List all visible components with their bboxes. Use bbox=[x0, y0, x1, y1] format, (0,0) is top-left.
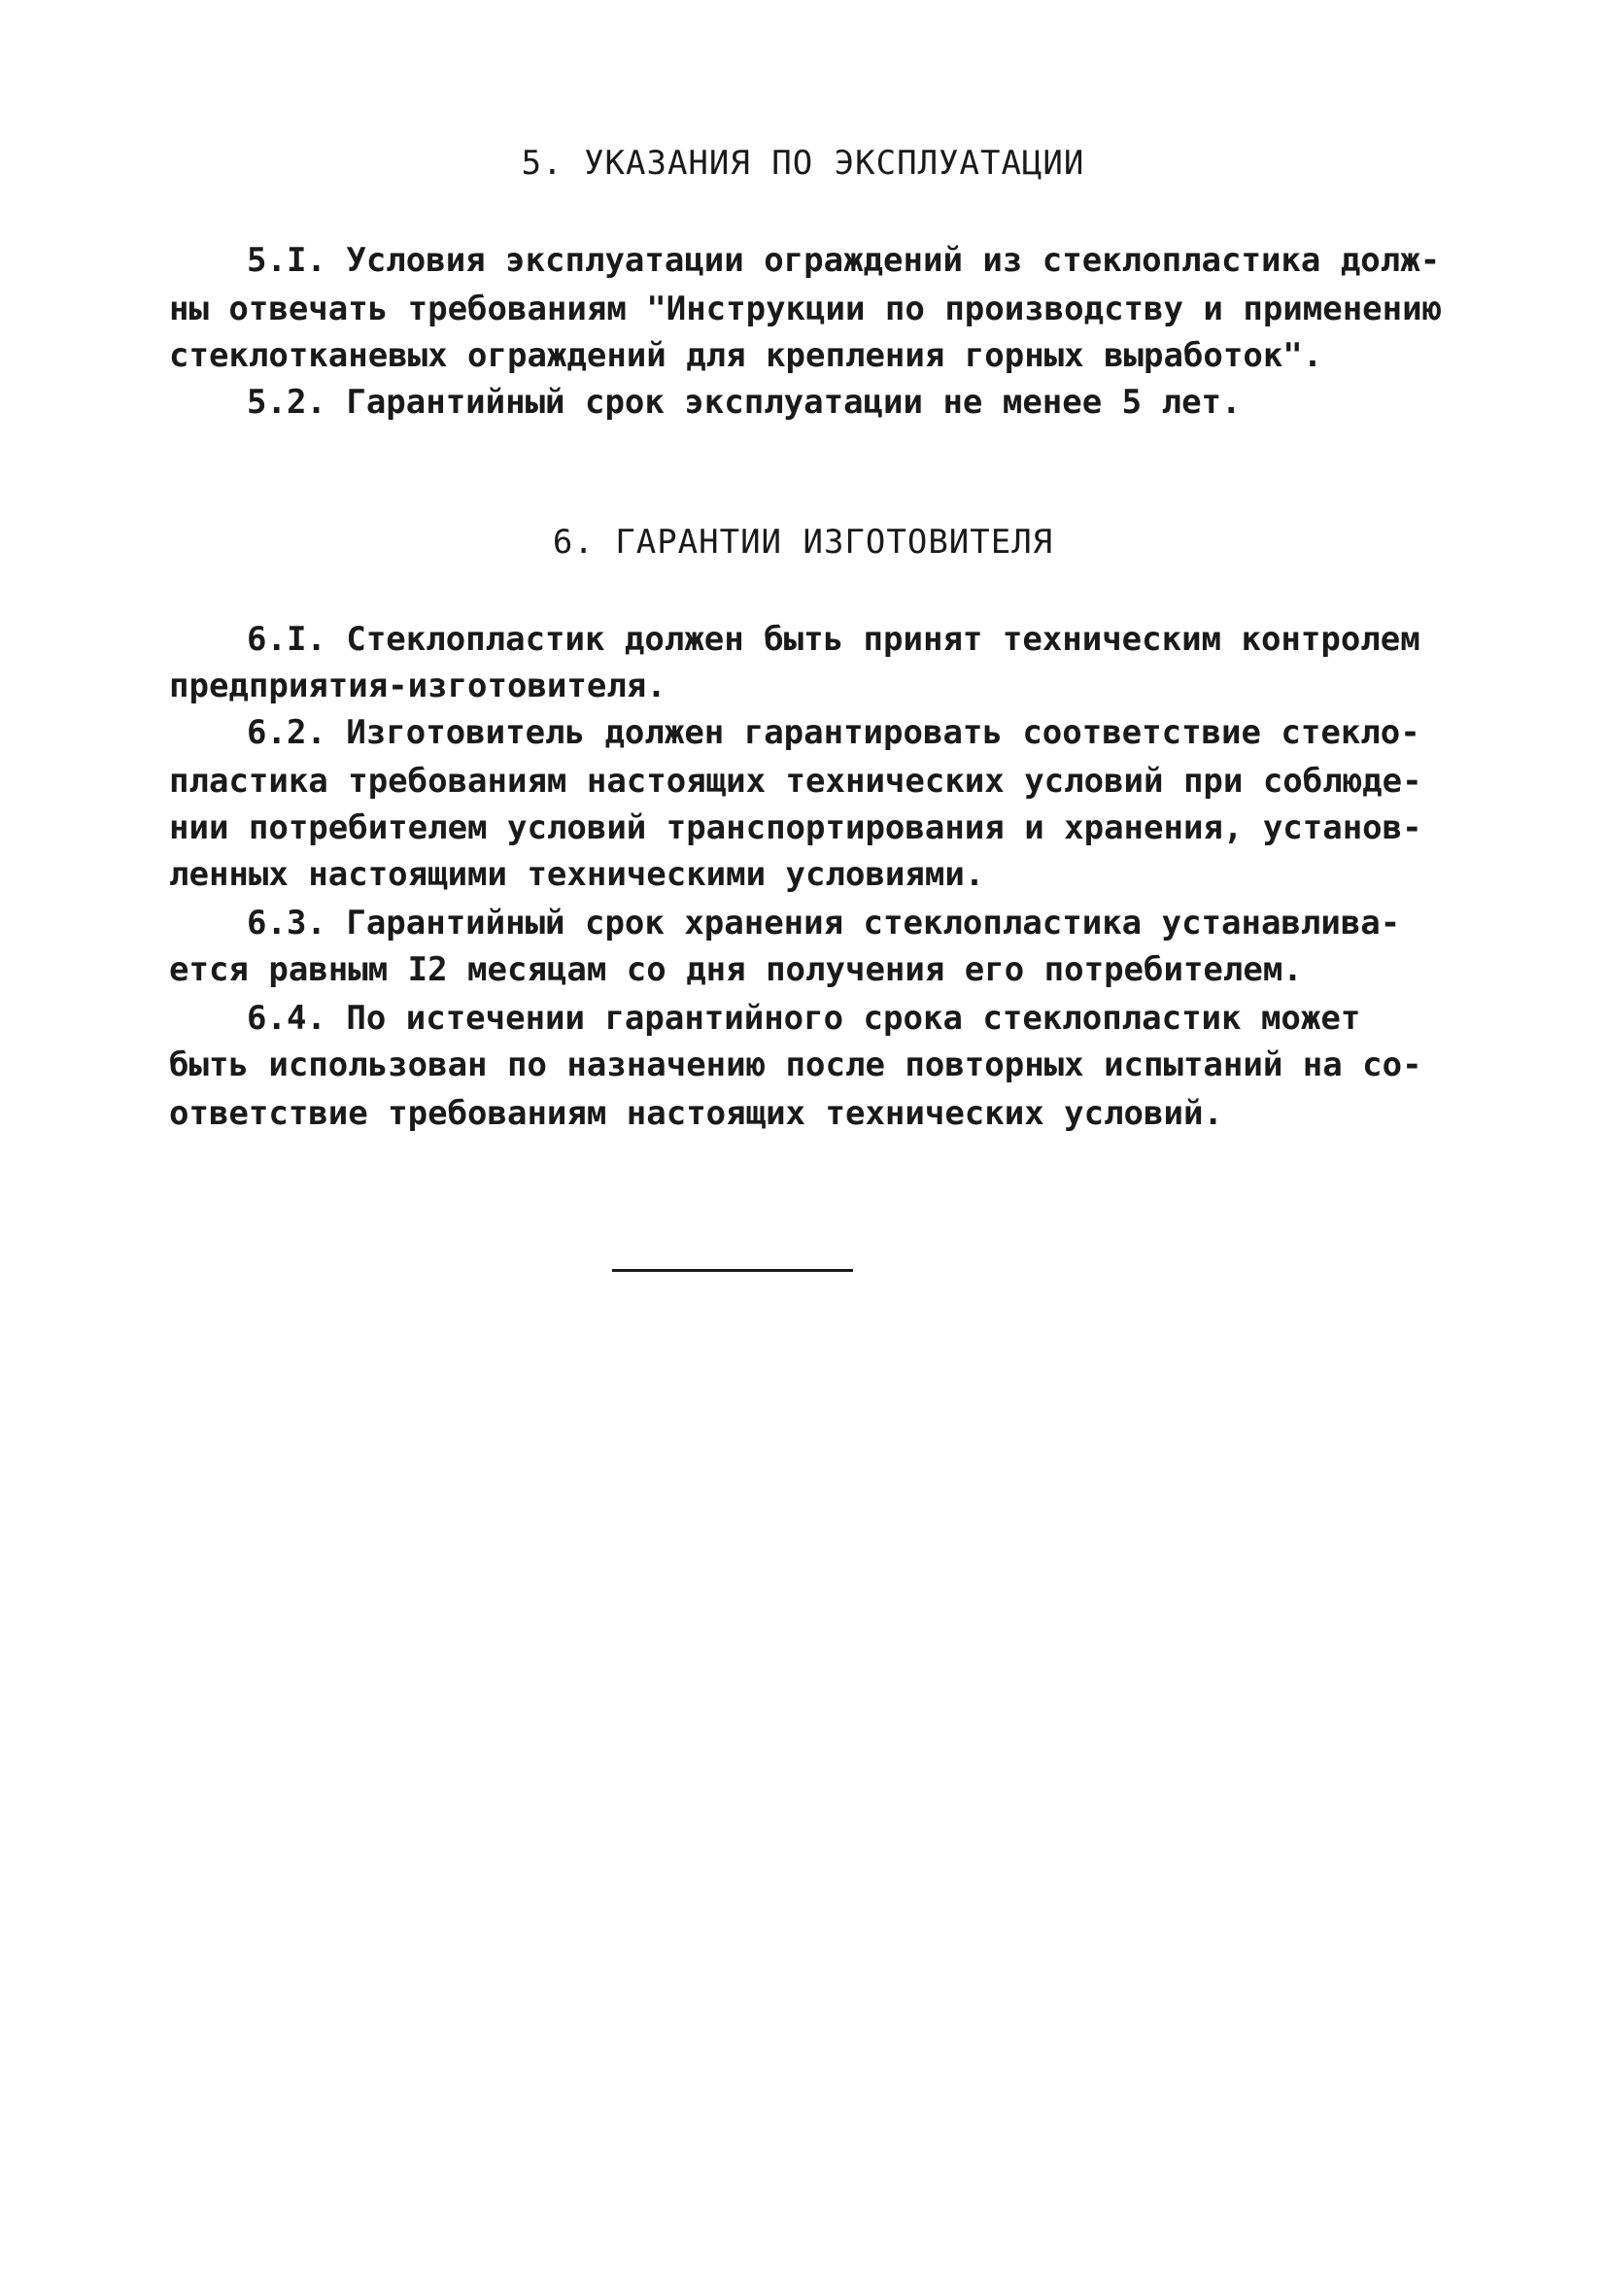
section-5-1-line-1: 5.I. Условия эксплуатации ограждений из стеклопластика долж- bbox=[247, 241, 1441, 280]
section-6-heading: 6. ГАРАНТИИ ИЗГОТОВИТЕЛЯ bbox=[552, 523, 1054, 562]
section-6-4-line-1: 6.4. По истечении гарантийного срока стеклопластик может bbox=[247, 999, 1361, 1038]
section-6-2-line-2: пластика требованиям настоящих технических условий при соблюде- bbox=[169, 762, 1422, 801]
section-6-3-line-2: ется равным I2 месяцам со дня получения его потребителем. bbox=[169, 950, 1303, 989]
section-6-4-line-2: быть использован по назначению после повторных испытаний на со- bbox=[169, 1045, 1422, 1084]
section-6-2-line-4: ленных настоящими техническими условиями. bbox=[169, 855, 985, 894]
section-6-3-line-1: 6.3. Гарантийный срок хранения стеклопластика устанавлива- bbox=[247, 904, 1401, 942]
section-6-4-line-3: ответствие требованиям настоящих технических условий. bbox=[169, 1094, 1223, 1133]
section-6-1-line-2: предприятия-изготовителя. bbox=[169, 667, 666, 705]
section-5-1-line-2: ны отвечать требованиям "Инструкции по производству и применению bbox=[169, 290, 1443, 328]
section-5-2-line-1: 5.2. Гарантийный срок эксплуатации не менее 5 лет. bbox=[247, 383, 1242, 422]
section-6-2-line-1: 6.2. Изготовитель должен гарантировать соответствие стекло- bbox=[247, 713, 1420, 752]
end-divider bbox=[612, 1269, 853, 1272]
section-6-2-line-3: нии потребителем условий транспортирования и хранения, установ- bbox=[169, 808, 1422, 847]
section-5-heading: 5. УКАЗАНИЯ ПО ЭКСПЛУАТАЦИИ bbox=[521, 144, 1085, 183]
section-5-1-line-3: стеклотканевых ограждений для крепления горных выработок". bbox=[169, 336, 1323, 375]
section-6-1-line-1: 6.I. Стеклопластик должен быть принят техническим контролем bbox=[247, 620, 1420, 659]
